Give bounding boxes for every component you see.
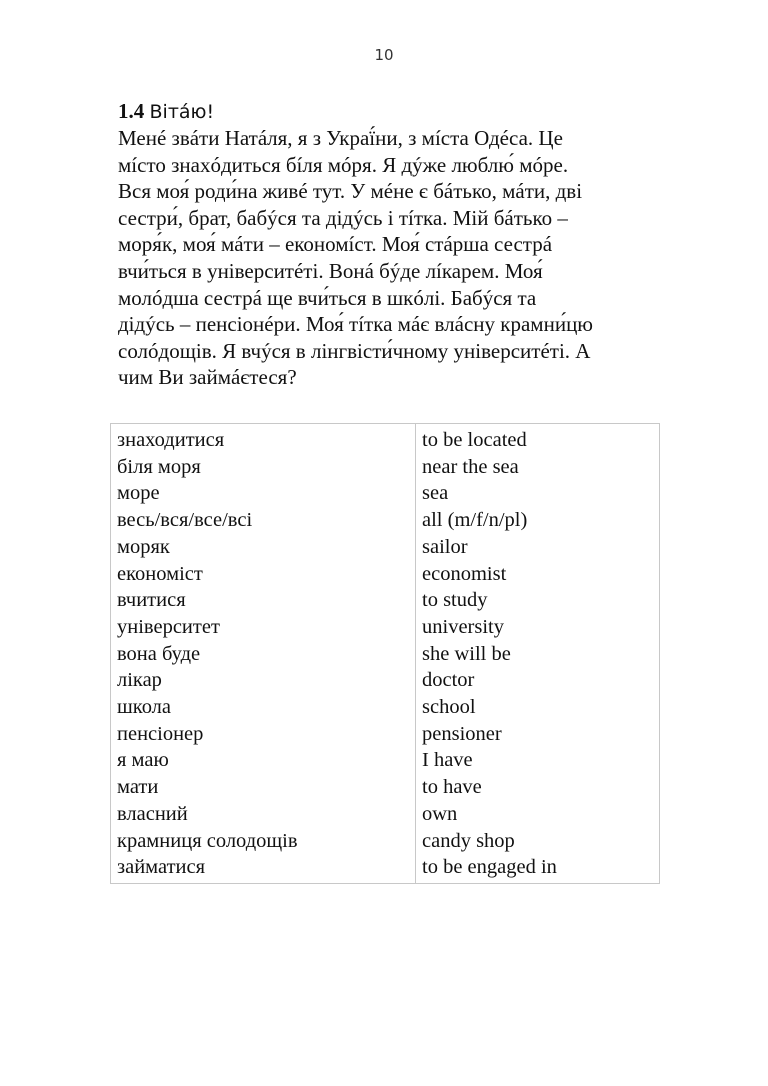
page-number: 10 — [374, 46, 394, 64]
english-translation: school — [422, 696, 476, 719]
table-row — [111, 774, 660, 801]
paragraph-line: молóдша сестрá ще вчи́ться в шкóлі. Бабýся та — [118, 285, 537, 310]
table-row — [111, 641, 660, 668]
table-row — [111, 801, 660, 828]
table-row — [111, 424, 660, 454]
ukrainian-term: крамниця солодощів — [111, 828, 416, 855]
ukrainian-term: моряк — [111, 534, 416, 561]
english-translation: economist — [422, 562, 507, 585]
ukrainian-term: пенсіонер — [111, 721, 416, 748]
english-translation: sailor — [422, 535, 468, 558]
table-row — [111, 614, 660, 641]
ukrainian-term: мати — [111, 774, 416, 801]
reading-paragraph — [118, 125, 658, 391]
english-translation: candy shop — [422, 829, 515, 852]
english-translation: to be located — [422, 429, 527, 451]
english-translation: to have — [422, 776, 482, 799]
section-number: 1.4 — [118, 99, 145, 123]
paragraph-line: Менé звáти Натáля, я з Украї́ни, з мíста Одéса. Це — [118, 126, 563, 150]
english-translation: doctor — [422, 669, 475, 692]
ukrainian-term: весь/вся/все/всі — [111, 507, 416, 534]
english-translation: near the sea — [422, 455, 519, 478]
ukrainian-term: лікар — [111, 667, 416, 694]
paragraph-line: Вся моя́ роди́на живé тут. У мéне є бáтько, мáти, дві — [118, 179, 583, 204]
table-row — [111, 667, 660, 694]
table-row — [111, 747, 660, 774]
english-translation: to be engaged in — [422, 856, 557, 879]
ukrainian-term: університет — [111, 614, 416, 641]
english-translation: own — [422, 802, 458, 825]
table-row — [111, 561, 660, 588]
lesson-section — [118, 98, 658, 391]
ukrainian-term: займатися — [111, 854, 416, 883]
english-translation: to study — [422, 589, 488, 612]
english-translation: sea — [422, 482, 449, 505]
paragraph-line: вчи́ться в університéті. Вонá бýде лíкарем. Моя́ — [118, 258, 543, 283]
table-row — [111, 854, 660, 883]
table-row — [111, 507, 660, 534]
paragraph-line: солóдощів. Я вчýся в лінгвісти́чному університéті. А — [118, 338, 591, 363]
english-translation: she will be — [422, 642, 511, 665]
paragraph-line: сестри́, брат, бабýся та дідýсь і тíтка. Мій бáтько – — [118, 205, 568, 230]
paragraph-line: чим Ви займáєтеся? — [118, 365, 297, 390]
vocabulary-table — [110, 423, 660, 884]
paragraph-line: дідýсь – пенсіонéри. Моя́ тíтка мáє влáсну крамни́цю — [118, 312, 593, 337]
paragraph-line: мíсто знахóдиться бíля мóря. Я дýже люблю́ мóре. — [118, 152, 569, 177]
table-row — [111, 828, 660, 855]
table-row — [111, 694, 660, 721]
ukrainian-term: школа — [111, 694, 416, 721]
table-row — [111, 534, 660, 561]
english-translation: university — [422, 615, 504, 638]
table-row — [111, 721, 660, 748]
ukrainian-term: вчитися — [111, 587, 416, 614]
ukrainian-term: власний — [111, 801, 416, 828]
section-title: Вітáю! — [149, 101, 215, 123]
paragraph-line: моря́к, моя́ мáти – економíст. Моя́ стáрша сестрá — [118, 232, 553, 257]
english-translation: I have — [422, 749, 473, 772]
table-row — [111, 587, 660, 614]
english-translation: pensioner — [422, 722, 502, 745]
table-row — [111, 480, 660, 507]
ukrainian-term: море — [111, 480, 416, 507]
ukrainian-term: я маю — [111, 747, 416, 774]
section-heading — [118, 98, 658, 125]
table-row — [111, 454, 660, 481]
ukrainian-term: біля моря — [111, 454, 416, 481]
ukrainian-term: вона буде — [111, 641, 416, 668]
english-translation: all (m/f/n/pl) — [422, 509, 528, 532]
ukrainian-term: знаходитися — [111, 424, 416, 454]
ukrainian-term: економіст — [111, 561, 416, 588]
